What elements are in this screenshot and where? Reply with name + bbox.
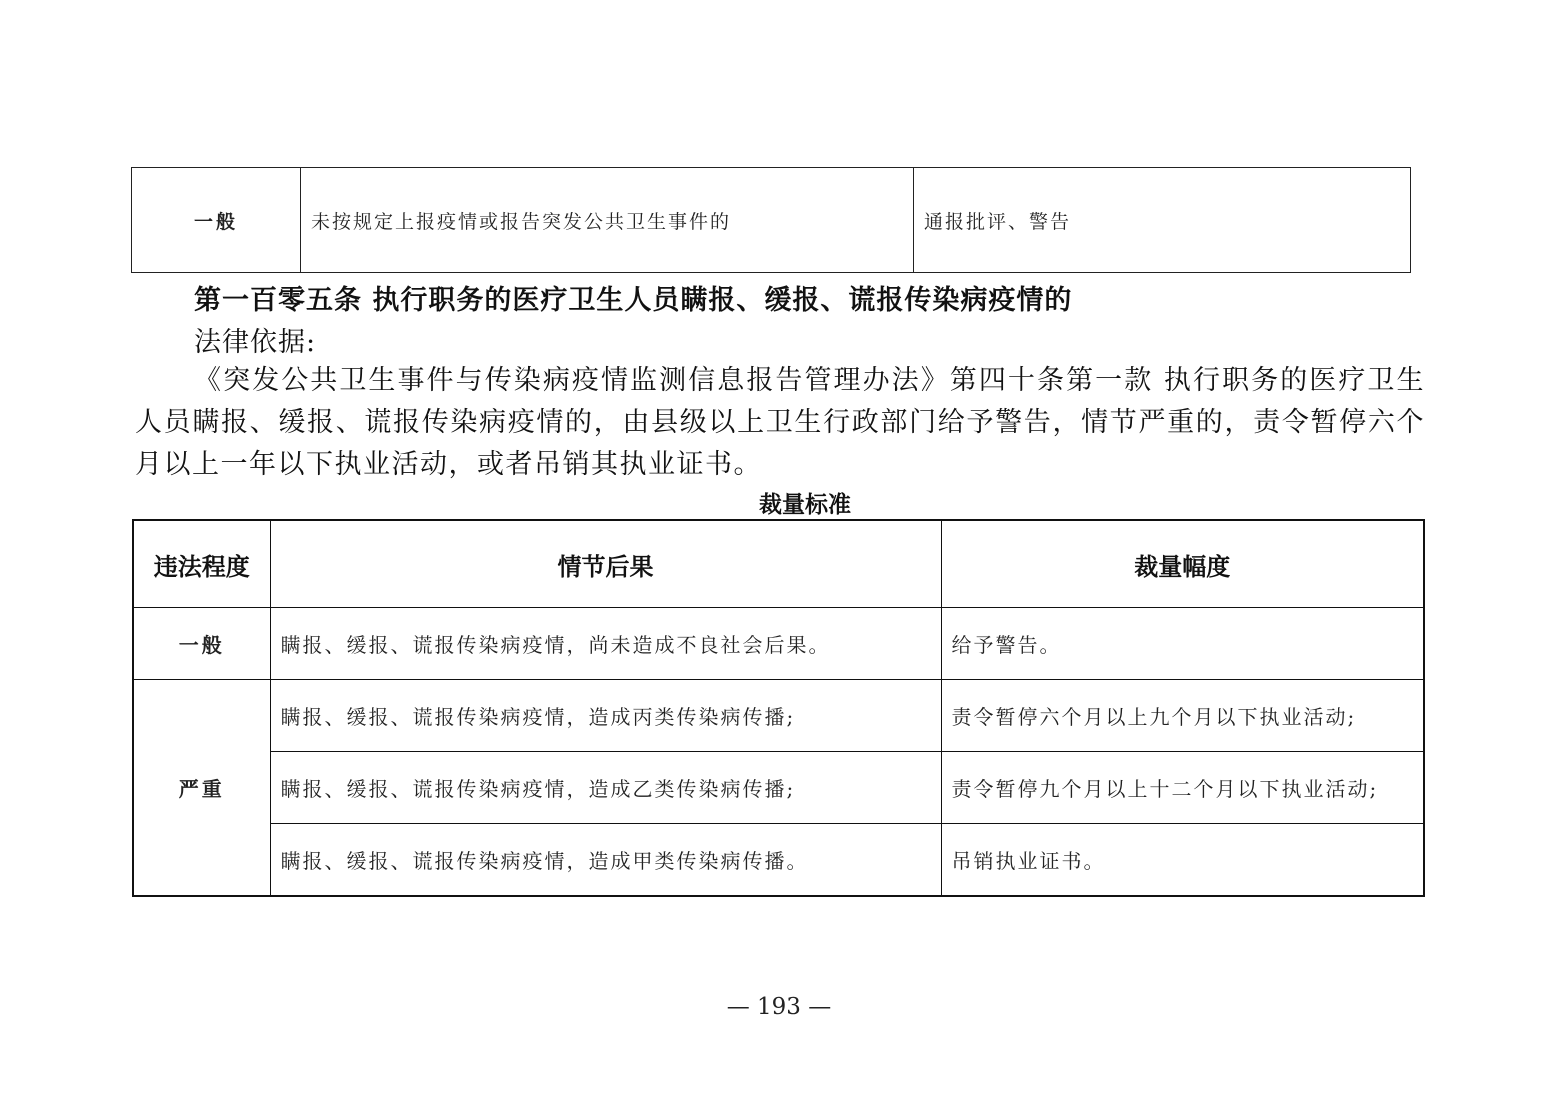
consequence-cell: 瞒报、缓报、谎报传染病疫情，造成乙类传染病传播; <box>270 752 941 824</box>
table-row <box>133 680 1424 752</box>
penalty-cell: 给予警告。 <box>941 608 1424 680</box>
consequence-cell: 瞒报、缓报、谎报传染病疫情，造成甲类传染病传播。 <box>270 824 941 897</box>
degree-cell: 一般 <box>133 608 270 680</box>
degree-cell: 严重 <box>133 680 270 897</box>
header-penalty: 裁量幅度 <box>941 520 1424 608</box>
legal-basis-text: 《突发公共卫生事件与传染病疫情监测信息报告管理办法》第四十条第一款 执行职务的医疗卫生人员瞒报、缓报、谎报传染病疫情的，由县级以上卫生行政部门给予警告，情节严重的，责令暂停六个月以上一年以下执业活动，或者吊销其执业证书。 <box>135 365 1425 480</box>
degree-cell: 一般 <box>132 168 301 273</box>
table-caption: 裁量标准 <box>759 492 851 518</box>
article-title: 第一百零五条 执行职务的医疗卫生人员瞒报、缓报、谎报传染病疫情的 <box>194 285 1073 316</box>
discretion-standard-table <box>132 519 1425 897</box>
circumstance-cell: 未按规定上报疫情或报告突发公共卫生事件的 <box>301 168 914 273</box>
table-row <box>133 752 1424 824</box>
header-degree: 违法程度 <box>133 520 270 608</box>
previous-table-continuation <box>131 167 1411 273</box>
consequence-cell: 瞒报、缓报、谎报传染病疫情，造成丙类传染病传播; <box>270 680 941 752</box>
penalty-cell: 责令暂停六个月以上九个月以下执业活动; <box>941 680 1424 752</box>
page-number: — 193 — <box>726 994 832 1020</box>
table-row <box>133 824 1424 897</box>
consequence-cell: 瞒报、缓报、谎报传染病疫情，尚未造成不良社会后果。 <box>270 608 941 680</box>
penalty-cell: 责令暂停九个月以上十二个月以下执业活动; <box>941 752 1424 824</box>
header-consequence: 情节后果 <box>270 520 941 608</box>
penalty-cell: 吊销执业证书。 <box>941 824 1424 897</box>
table-header-row <box>133 520 1424 608</box>
table-row <box>132 168 1411 273</box>
penalty-cell: 通报批评、警告 <box>914 168 1411 273</box>
legal-basis-label: 法律依据: <box>194 327 317 358</box>
table-row <box>133 608 1424 680</box>
